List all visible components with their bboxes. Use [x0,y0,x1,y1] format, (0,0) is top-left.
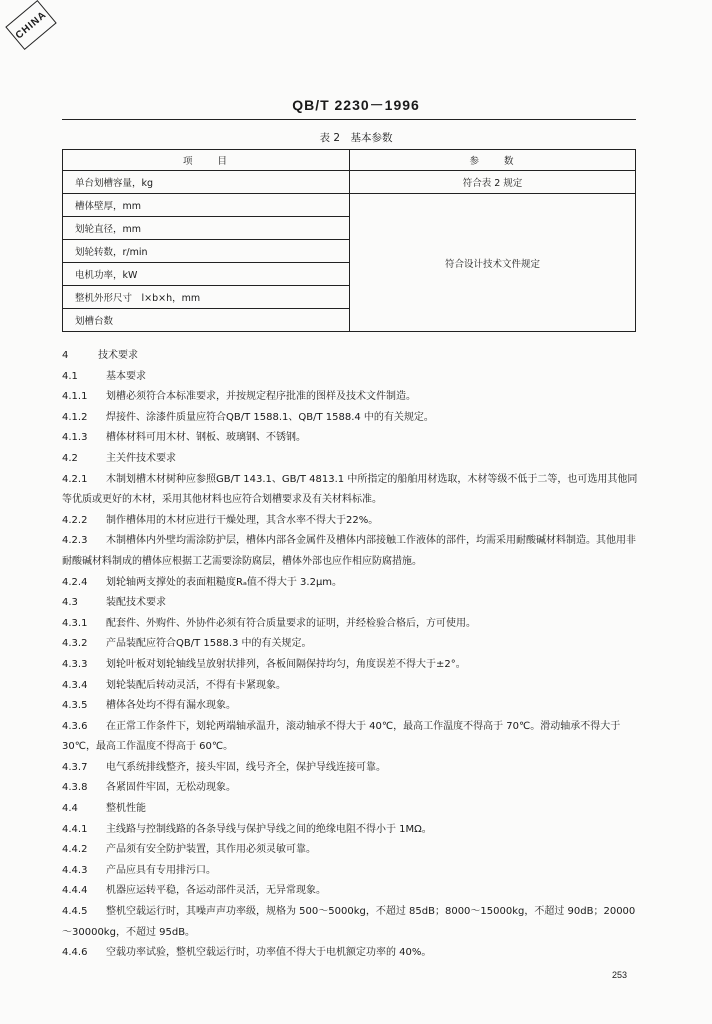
technical-requirements [62,346,640,964]
section-heading: 4.4 整机性能 [62,803,146,815]
clause: 4.2.3 木制槽体内外壁均需涂防护层，槽体内部各金属件及槽体内部接触工作液体的部件，均需采用耐酸碱材料制造。其他用非耐酸碱材料制成的槽体应根据工艺需要涂防腐层，槽体外部也应作相应防腐措施。 [62,535,636,567]
clause: 4.1.1 划槽必须符合本标准要求，并按规定程序批准的图样及技术文件制造。 [62,391,416,403]
standard-number: QB/T 2230－1996 [292,97,420,113]
clause: 4.3.1 配套件、外购件、外协件必须有符合质量要求的证明，并经检验合格后，方可使用。 [62,617,476,629]
row-item: 划槽台数 [63,309,350,332]
clause: 4.4.6 空载功率试验，整机空载运行时，功率值不得大于电机额定功率的 40%。 [62,947,432,959]
clause: 4.3.5 槽体各处均不得有漏水现象。 [62,700,236,712]
china-stamp: CHINA [5,0,56,50]
table-header-row [63,150,636,171]
clause: 4.1.2 焊接件、涂漆件质量应符合QB/T 1588.1、QB/T 1588.4 中的有关规定。 [62,411,434,423]
table-title: 表 2 基本参数 [319,132,393,144]
clause: 4.4.1 主线路与控制线路的各条导线与保护导线之间的绝缘电阻不得小于 1MΩ。 [62,823,432,835]
page-number: 253 [612,970,628,980]
clause: 4.3.3 划轮叶板对划轮轴线呈放射状排列，各板间隔保持均匀，角度误差不得大于±2°。 [62,658,466,670]
clause: 4.3.8 各紧固件牢固，无松动现象。 [62,782,236,794]
row-item: 划轮直径，mm [63,217,350,240]
table-row [63,194,636,217]
header-params: 参 数 [350,150,636,171]
row-item: 电机功率，kW [63,263,350,286]
header-item: 项 目 [63,150,350,171]
section-heading: 4.3 装配技术要求 [62,597,166,609]
row-item: 槽体壁厚，mm [63,194,350,217]
basic-parameters-table [62,149,636,332]
clause: 4.4.3 产品应具有专用排污口。 [62,864,216,876]
clause: 4.3.2 产品装配应符合QB/T 1588.3 中的有关规定。 [62,638,312,650]
clause: 4.4.4 机器应运转平稳，各运动部件灵活，无异常现象。 [62,885,326,897]
clause: 4.3.4 划轮装配后转动灵活，不得有卡紧现象。 [62,679,286,691]
clause: 4.3.7 电气系统排线整齐，接头牢固，线号齐全，保护导线连接可靠。 [62,761,386,773]
clause: 4.2.2 制作槽体用的木材应进行干燥处理，其含水率不得大于22%。 [62,514,379,526]
row-item: 单台划槽容量，kg [63,171,350,194]
clause: 4.2.1 木制划槽木材树种应参照GB/T 143.1、GB/T 4813.1 中所指定的船舶用材选取，木材等级不低于二等，也可选用其他同等优质或更好的木材，采用其他材料也应符合划槽要求及有关材料标准。 [62,473,638,506]
clause: 4.2.4 划轮轴两支撑处的表面粗糙度Rₐ值不得大于 3.2μm。 [62,576,343,588]
merged-value-cell: 符合设计技术文件规定 [350,194,636,332]
clause: 4.3.6 在正常工作条件下，划轮两端轴承温升，滚动轴承不得大于 40℃，最高工作温度不得高于 70℃。滑动轴承不得大于 30℃，最高工作温度不得高于 60℃。 [62,720,621,753]
row-item: 整机外形尺寸 l×b×h，mm [63,286,350,309]
clause: 4.4.5 整机空载运行时，其噪声声功率级，规格为 500～5000kg，不超过 85dB；8000～15000kg，不超过 90dB；20000～30000kg，不超过 95dB。 [62,906,636,938]
header-rule [62,119,636,120]
table-row [63,171,636,194]
clause: 4.4.2 产品须有安全防护装置，其作用必须灵敏可靠。 [62,844,316,856]
row-item: 划轮转数，r/min [63,240,350,263]
clause: 4.1.3 槽体材料可用木材、钢板、玻璃钢、不锈钢。 [62,432,306,444]
section-heading: 4.1 基本要求 [62,370,146,382]
section-heading: 4 技术要求 [62,350,138,361]
row-value: 符合表 2 规定 [350,171,636,194]
section-heading: 4.2 主关件技术要求 [62,452,176,464]
